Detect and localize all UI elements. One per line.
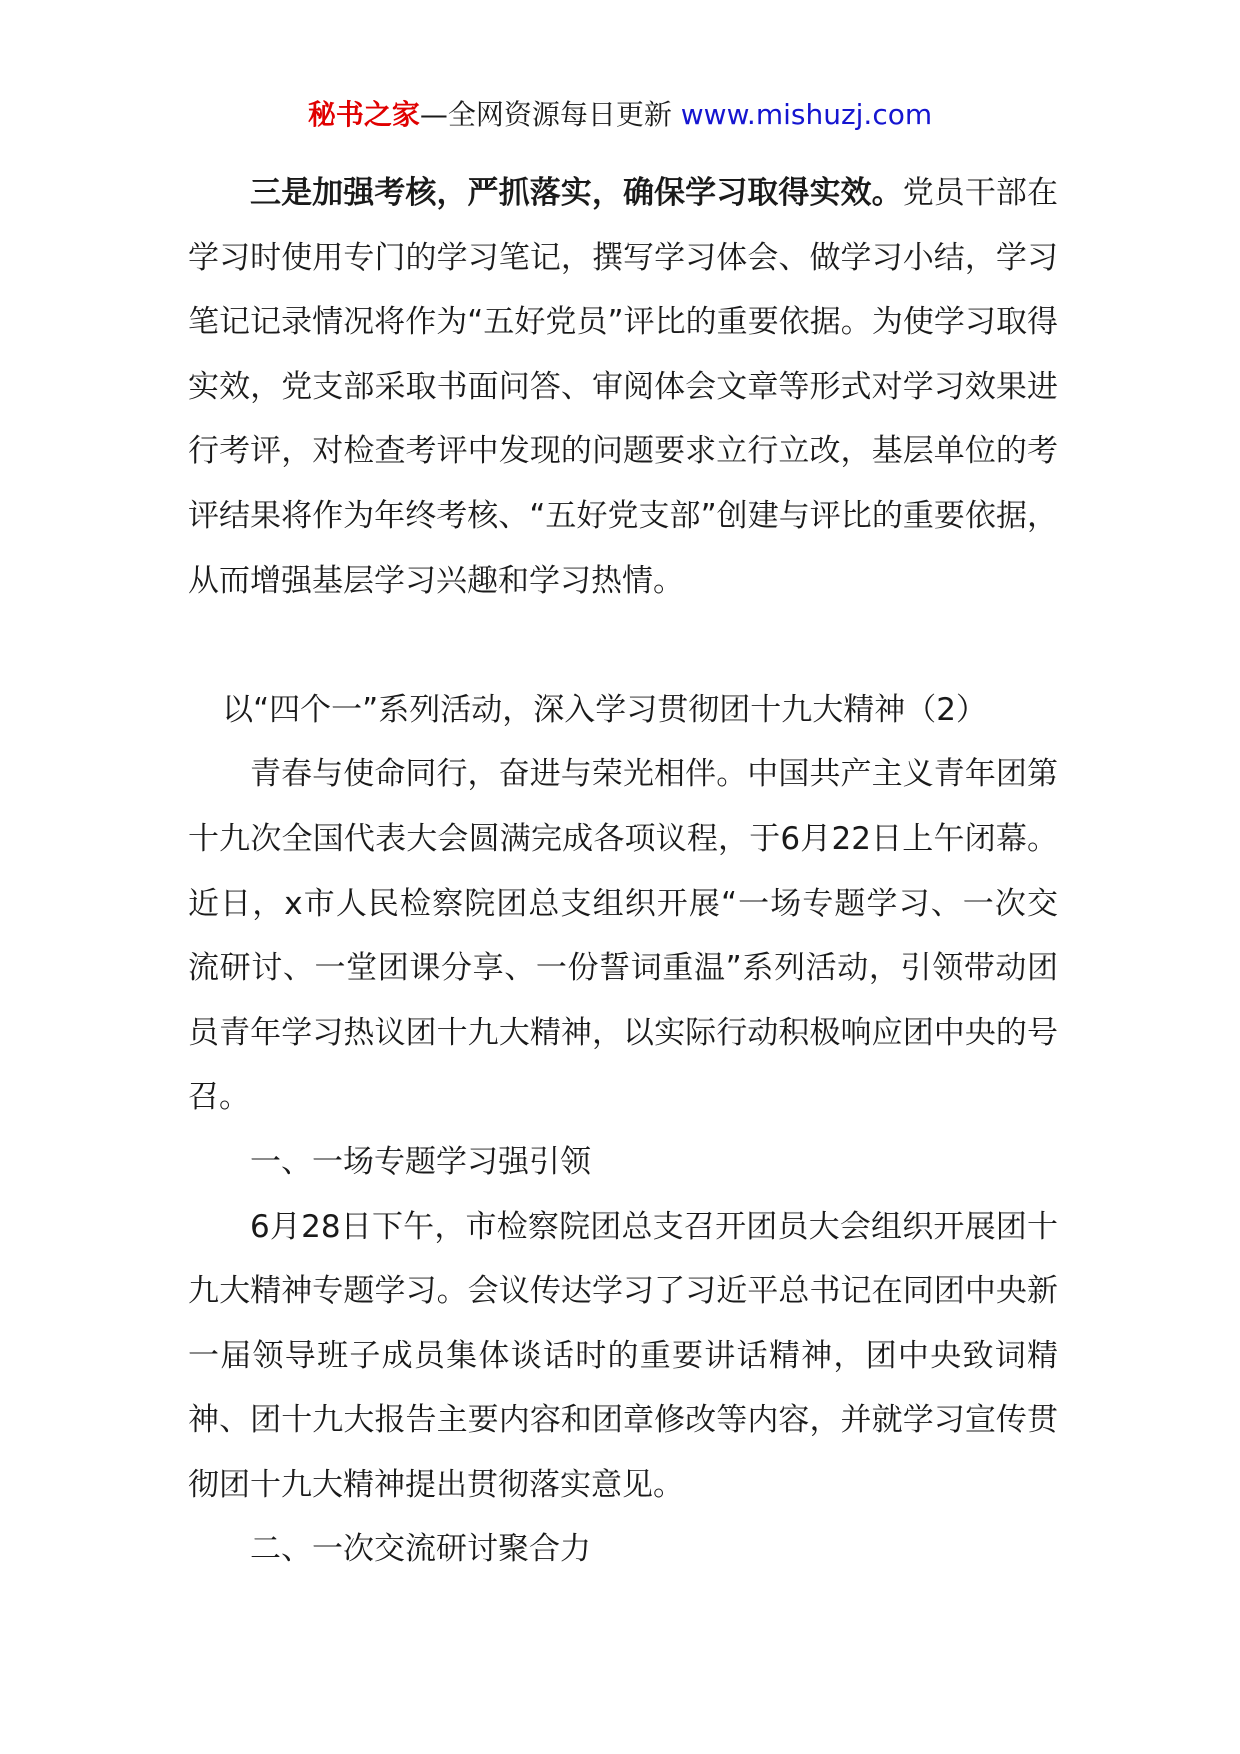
section-heading-1: 一、一场专题学习强引领 [250,1143,591,1180]
website-link[interactable]: www.mishuzj.com [680,98,933,131]
paragraph-study: 6月28日下午，市检察院团总支召开团员大会组织开展团十九大精神专题学习。会议传达学习了习近平总书记在同团中央新一届领导班子成员集体谈话时的重要讲话精神，团中央致词精神、团十九大报告主要内容和团章修改等内容，并就学习宣传贯彻团十九大精神提出贯彻落实意见。 [188,1208,1058,1503]
brand-name: 秘书之家 [307,98,420,131]
header-tagline: —全网资源每日更新 [419,98,681,131]
paragraph-assessment [188,161,1058,613]
paragraph-text: 党员干部在学习时使用专门的学习笔记，撰写学习体会、做学习小结，学习笔记记录情况将作为“五好党员”评比的重要依据。为使学习取得实效，党支部采取书面问答、审阅体会文章等形式对学习效果进行考评，对检查考评中发现的问题要求立行立改，基层单位的考评结果将作为年终考核、“五好党支部”创建与评比的重要依据，从而增强基层学习兴趣和学习热情。 [188,175,1059,599]
section-heading-2: 二、一次交流研讨聚合力 [250,1531,591,1568]
paragraph-lead: 三是加强考核，严抓落实，确保学习取得实效。 [250,175,903,211]
paragraph-intro: 青春与使命同行，奋进与荣光相伴。中国共产主义青年团第十九次全国代表大会圆满完成各项议程，于6月22日上午闭幕。近日，x市人民检察院团总支组织开展“一场专题学习、一次交流研讨、一堂团课分享、一份誓词重温”系列活动，引领带动团员青年学习热议团十九大精神，以实际行动积极响应团中央的号召。 [188,756,1058,1116]
document-body [188,161,1058,1582]
article-title: 以“四个一”系列活动，深入学习贯彻团十九大精神（2） [222,691,987,728]
page-header [0,95,1240,135]
